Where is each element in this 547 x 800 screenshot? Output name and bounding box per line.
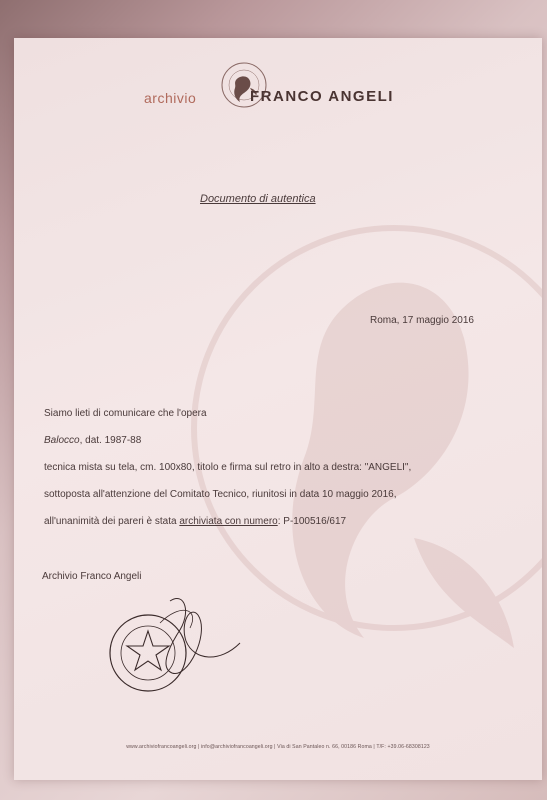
archive-number: : P-100516/617 [277, 516, 347, 527]
document-date: Roma, 17 maggio 2016 [370, 315, 474, 326]
artwork-line [44, 435, 141, 446]
letterhead-name: FRANCO ANGELI [250, 88, 394, 105]
archive-link-text: archiviata con numero [179, 516, 278, 527]
document-sheet [14, 38, 542, 780]
technique-line: tecnica mista su tela, cm. 100x80, titolo e firma sul retro in alto a destra: "ANGELI", [44, 462, 412, 473]
committee-line: sottoposta all'attenzione del Comitato Tecnico, riunitosi in data 10 maggio 2016, [44, 489, 397, 500]
letterhead-prefix: archivio [144, 90, 197, 106]
footer-contact: www.archiviofrancoangeli.org | info@archiviofrancoangeli.org | Via di San Pantaleo n. 66, 00186 Roma | T/F: +39.06-68308123 [126, 744, 430, 750]
archive-prefix: all'unanimità dei pareri è stata [44, 516, 180, 527]
document-title: Documento di autentica [200, 193, 316, 205]
archive-line [44, 516, 346, 527]
intro-line: Siamo lieti di comunicare che l'opera [44, 408, 207, 419]
artwork-date: , dat. 1987-88 [79, 435, 142, 446]
signature-label: Archivio Franco Angeli [42, 571, 142, 582]
artwork-title: Balocco [44, 435, 80, 446]
stamp-and-signature [90, 593, 250, 708]
